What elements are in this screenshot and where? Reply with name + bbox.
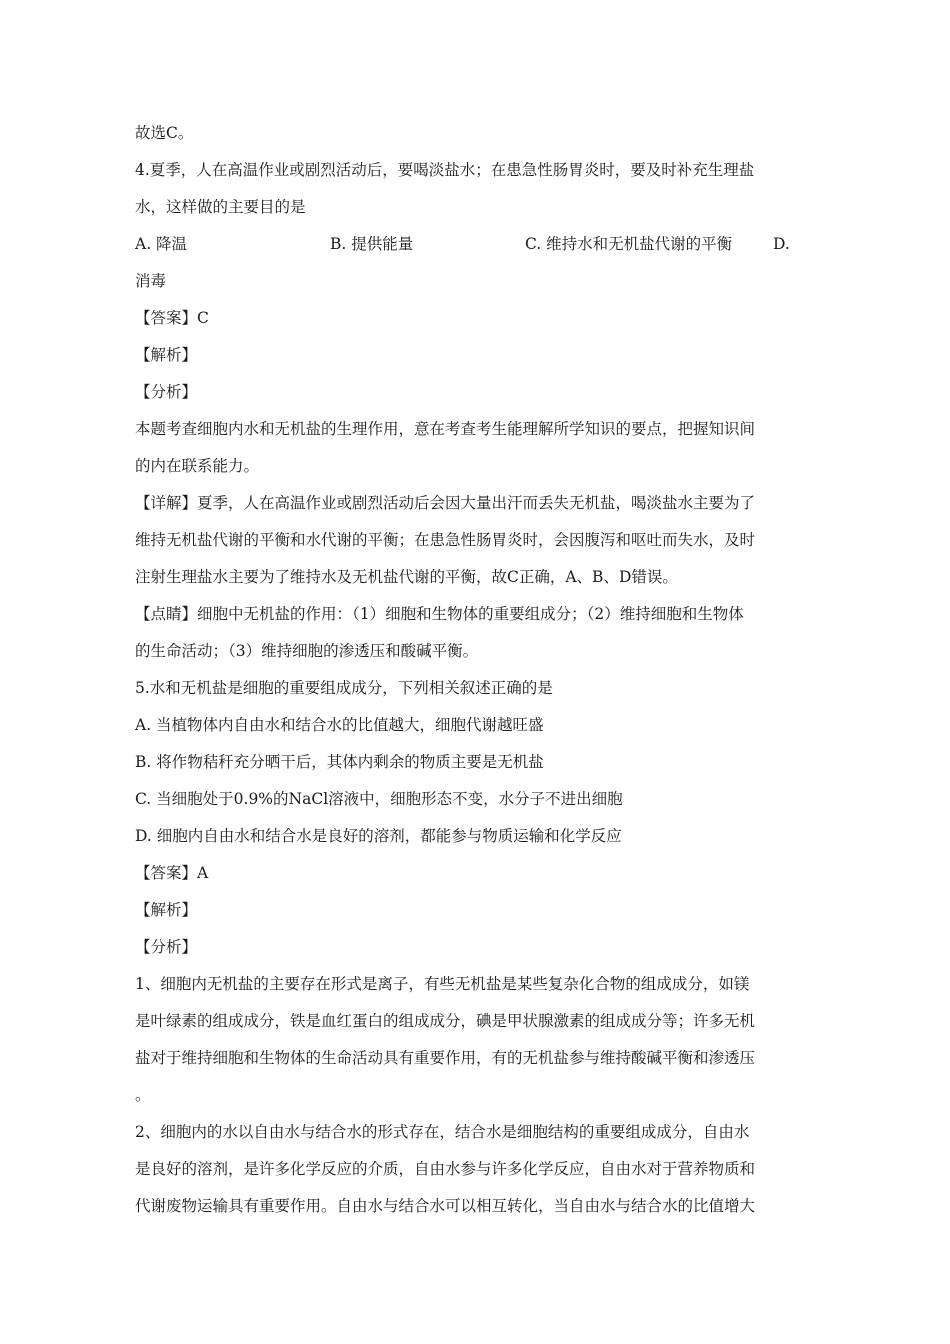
text-line: 的生命活动；（3）维持细胞的渗透压和酸碱平衡。 — [135, 642, 479, 660]
document-page — [135, 115, 815, 1225]
text-line: 是叶绿素的组成成分，铁是血红蛋白的组成成分，碘是甲状腺激素的组成成分等；许多无机 — [135, 1012, 756, 1030]
text-line: 水，这样做的主要目的是 — [135, 198, 306, 216]
analysis-label: 【解析】 — [135, 901, 198, 919]
option-b: B. 提供能量 — [330, 235, 414, 253]
text-line: 故选C。 — [135, 124, 194, 142]
text-line: 代谢废物运输具有重要作用。自由水与结合水可以相互转化，当自由水与结合水的比值增大 — [135, 1197, 756, 1215]
option-b: B. 将作物秸秆充分晒干后，其体内剩余的物质主要是无机盐 — [135, 753, 544, 771]
question-4-stem: 4.夏季，人在高温作业或剧烈活动后，要喝淡盐水；在患急性肠胃炎时，要及时补充生理盐 — [135, 161, 755, 179]
analysis-label: 【解析】 — [135, 346, 198, 364]
question-4-options — [135, 226, 815, 263]
text-line: 是良好的溶剂，是许多化学反应的介质，自由水参与许多化学反应，自由水对于营养物质和 — [135, 1160, 756, 1178]
text-line: 【点睛】细胞中无机盐的作用：（1）细胞和生物体的重要组成分；（2）维持细胞和生物体 — [135, 605, 744, 623]
analysis-subheading: 【分析】 — [135, 383, 198, 401]
text-line: 维持无机盐代谢的平衡和水代谢的平衡；在患急性肠胃炎时，会因腹泻和呕吐而失水，及时 — [135, 531, 756, 549]
option-a: A. 当植物体内自由水和结合水的比值越大，细胞代谢越旺盛 — [135, 716, 544, 734]
question-5-stem: 5.水和无机盐是细胞的重要组成成分，下列相关叙述正确的是 — [135, 679, 553, 697]
option-d: D. 细胞内自由水和结合水是良好的溶剂，都能参与物质运输和化学反应 — [135, 827, 622, 845]
answer-label: 【答案】A — [135, 864, 209, 882]
text-line: 1、细胞内无机盐的主要存在形式是离子，有些无机盐是某些复杂化合物的组成成分，如镁 — [135, 975, 750, 993]
answer-label: 【答案】C — [135, 309, 209, 327]
option-c: C. 当细胞处于0.9%的NaCl溶液中，细胞形态不变，水分子不进出细胞 — [135, 790, 623, 808]
text-line: 的内在联系能力。 — [135, 457, 260, 475]
text-line: 消毒 — [135, 272, 167, 290]
option-a: A. 降温 — [135, 235, 188, 253]
text-line: 。 — [135, 1086, 151, 1104]
option-c: C. 维持水和无机盐代谢的平衡 — [525, 235, 733, 253]
text-line: 盐对于维持细胞和生物体的生命活动具有重要作用，有的无机盐参与维持酸碱平衡和渗透压 — [135, 1049, 756, 1067]
text-line: 注射生理盐水主要为了维持水及无机盐代谢的平衡，故C正确，A、B、D错误。 — [135, 568, 678, 586]
text-line: 本题考查细胞内水和无机盐的生理作用，意在考查考生能理解所学知识的要点，把握知识间 — [135, 420, 756, 438]
analysis-subheading: 【分析】 — [135, 938, 198, 956]
text-line: 【详解】夏季，人在高温作业或剧烈活动后会因大量出汗而丢失无机盐，喝淡盐水主要为了 — [135, 494, 756, 512]
option-d: D. — [773, 235, 790, 253]
text-line: 2、细胞内的水以自由水与结合水的形式存在，结合水是细胞结构的重要组成成分，自由水 — [135, 1123, 750, 1141]
